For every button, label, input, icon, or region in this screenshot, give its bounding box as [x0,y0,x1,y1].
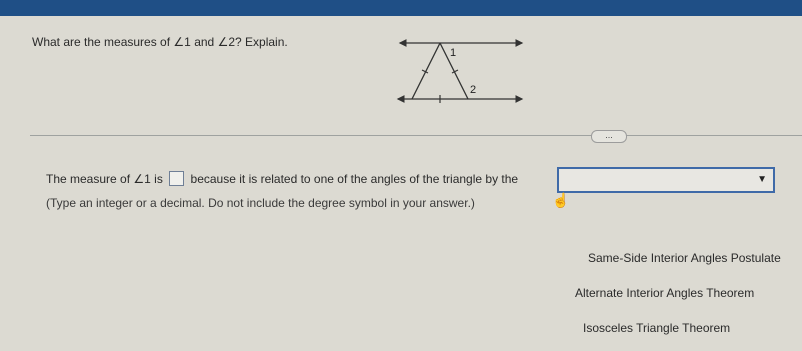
question-prefix: What are the measures of [32,35,171,49]
dropdown-option[interactable]: Same-Side Interior Angles Postulate [588,251,781,265]
figure-label-1: 1 [450,47,457,59]
sentence-part2: is [154,172,163,186]
dropdown-option[interactable]: Isosceles Triangle Theorem [583,321,731,335]
top-bar [0,0,802,16]
more-button[interactable]: ... [591,130,627,143]
question-suffix: ? Explain. [235,35,288,49]
sentence-part1: The measure of [46,172,131,186]
figure-label-2: 2 [470,84,477,96]
answer-sentence [46,171,518,186]
question-and: and [194,35,215,49]
sentence-part3: because it is related to one of the angles of the triangle by the [190,172,519,186]
divider [30,135,802,136]
angle2-symbol: ∠2 [217,35,236,49]
triangle-down-icon: ▼ [757,174,767,185]
sentence-angle: ∠1 [133,172,151,186]
hand-cursor-icon: ☝ [552,192,570,208]
dropdown-option[interactable]: Alternate Interior Angles Theorem [575,286,755,300]
angle-measure-input[interactable] [169,171,184,186]
geometry-figure [390,36,530,106]
instruction-text: (Type an integer or a decimal. Do not include the degree symbol in your answer.) [46,196,475,210]
triangle-left-side [412,43,440,99]
question-text [32,35,288,49]
angle1-symbol: ∠1 [173,35,191,49]
reason-dropdown[interactable] [557,167,775,193]
